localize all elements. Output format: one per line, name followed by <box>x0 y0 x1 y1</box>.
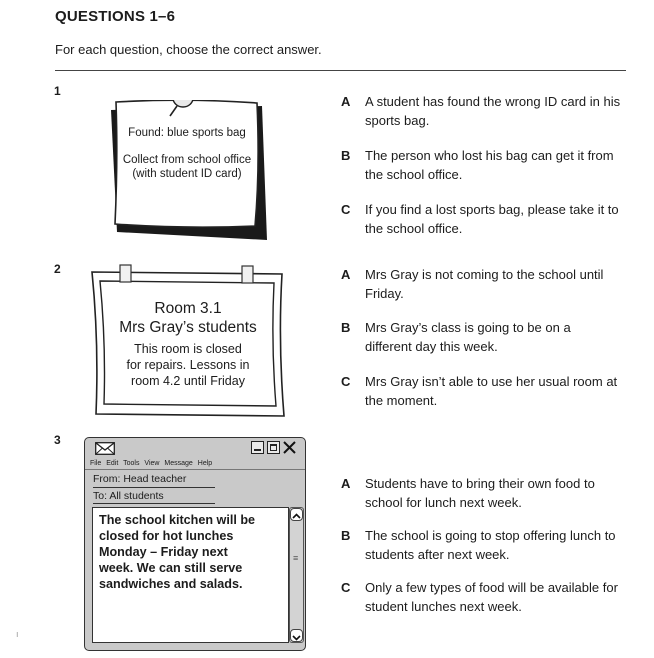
menu-item-tools[interactable]: Tools <box>123 460 140 467</box>
option-text: The person who lost his bag can get it from the school office. <box>365 148 614 182</box>
option-text: Students have to bring their own food to school for lunch next week. <box>365 476 595 510</box>
answer-option-2c[interactable] <box>341 373 621 410</box>
option-text: Mrs Gray isn’t able to use her usual room at the moment. <box>365 374 618 408</box>
menu-item-edit[interactable]: Edit <box>106 460 119 467</box>
sign-body-line: room 4.2 until Friday <box>131 374 245 388</box>
message-line: closed for hot lunches <box>99 529 234 543</box>
scrollbar[interactable] <box>289 507 304 643</box>
menu-bar <box>90 460 215 467</box>
minimize-icon[interactable] <box>251 441 264 454</box>
option-letter: B <box>341 148 351 163</box>
menu-item-view[interactable]: View <box>144 460 160 467</box>
answer-option-1a[interactable] <box>341 93 621 130</box>
option-letter: B <box>341 528 351 543</box>
instruction-text: For each question, choose the correct answer. <box>55 42 322 57</box>
close-icon[interactable] <box>283 441 296 454</box>
option-letter: A <box>341 94 351 109</box>
option-text: Only a few types of food will be available for student lunches next week. <box>365 580 618 614</box>
option-text: The school is going to stop offering lunch to students after next week. <box>365 528 616 562</box>
answer-option-3a[interactable] <box>341 475 621 512</box>
option-letter: B <box>341 320 351 335</box>
notice-line: (with student ID card) <box>132 168 242 180</box>
maximize-icon[interactable] <box>267 441 280 454</box>
answer-option-2b[interactable] <box>341 319 621 356</box>
answer-option-1b[interactable] <box>341 147 621 184</box>
option-letter: A <box>341 267 351 282</box>
answer-option-2a[interactable] <box>341 266 621 303</box>
question-number-3: 3 <box>54 433 61 447</box>
scroll-up-icon[interactable] <box>290 508 303 521</box>
option-text: Mrs Gray is not coming to the school until Friday. <box>365 267 604 301</box>
divider <box>55 70 626 71</box>
sign-title: Room 3.1 <box>154 300 222 317</box>
notice-line: Found: blue sports bag <box>128 127 246 139</box>
scroll-down-icon[interactable] <box>290 629 303 642</box>
email-to: To: All students <box>93 490 164 502</box>
menu-item-help[interactable]: Help <box>197 460 213 467</box>
option-text: Mrs Gray’s class is going to be on a different day this week. <box>365 320 571 354</box>
answer-option-1c[interactable] <box>341 201 621 238</box>
message-line: sandwiches and salads. <box>99 577 243 591</box>
message-line: Monday – Friday next <box>99 545 228 559</box>
option-letter: A <box>341 476 351 491</box>
question-number-2: 2 <box>54 262 61 276</box>
sign-title: Mrs Gray’s students <box>119 319 257 336</box>
message-line: The school kitchen will be <box>99 513 256 527</box>
message-line: week. We can still serve <box>99 561 243 575</box>
question-number-1: 1 <box>54 84 61 98</box>
email-message-body <box>92 507 289 643</box>
option-letter: C <box>341 202 351 217</box>
option-text: If you find a lost sports bag, please take it to the school office. <box>365 202 619 236</box>
option-letter: C <box>341 580 351 595</box>
sign-body-line: for repairs. Lessons in <box>126 358 250 372</box>
option-text: A student has found the wrong ID card in his sports bag. <box>365 94 621 128</box>
menu-item-message[interactable]: Message <box>164 460 193 467</box>
envelope-icon <box>95 442 115 455</box>
sign-body-line: This room is closed <box>134 342 242 356</box>
margin-mark: ı <box>16 629 19 639</box>
notice-line: Collect from school office <box>122 154 252 166</box>
email-window <box>84 437 306 651</box>
answer-option-3b[interactable] <box>341 527 621 564</box>
page-title: QUESTIONS 1–6 <box>55 8 176 25</box>
menu-item-file[interactable]: File <box>90 460 102 467</box>
option-letter: C <box>341 374 351 389</box>
email-from: From: Head teacher <box>93 473 187 485</box>
answer-option-3c[interactable] <box>341 579 621 616</box>
scroll-grip-icon[interactable]: ≡ <box>293 553 299 563</box>
email-titlebar <box>87 440 303 457</box>
